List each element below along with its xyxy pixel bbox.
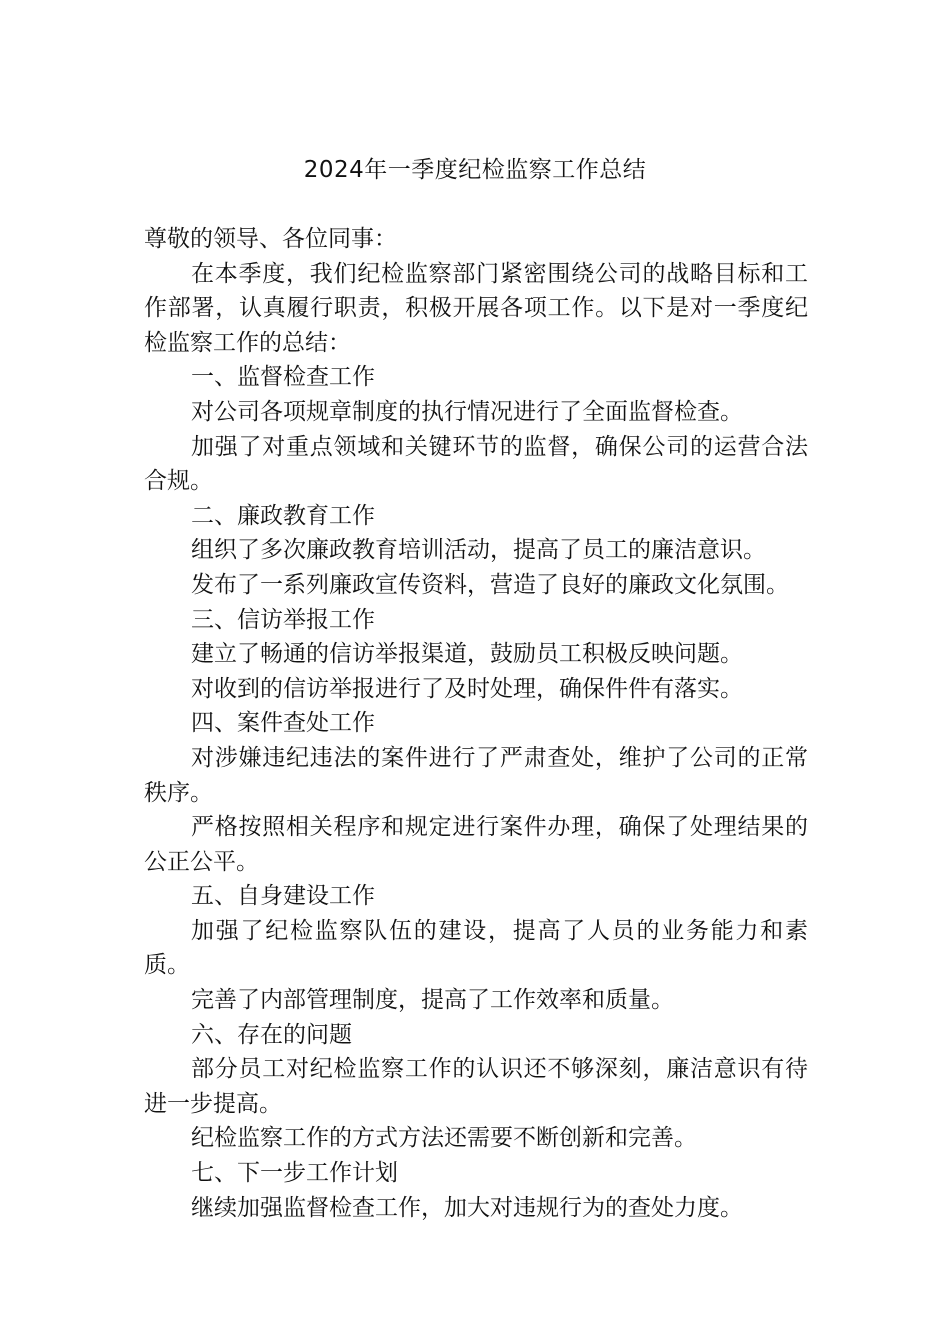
salutation: 尊敬的领导、各位同事： (144, 226, 397, 252)
body-paragraph: 对公司各项规章制度的执行情况进行了全面监督检查。 (191, 398, 743, 425)
section-heading: 一、监督检查工作 (191, 364, 375, 391)
body-paragraph: 发布了一系列廉政宣传资料，营造了良好的廉政文化氛围。 (191, 571, 789, 598)
body-paragraph: 加强了对重点领域和关键环节的监督，确保公司的运营合法合规。 (144, 433, 808, 495)
section-heading: 五、自身建设工作 (191, 883, 375, 910)
section-heading: 三、信访举报工作 (191, 606, 375, 633)
body-paragraph: 建立了畅通的信访举报渠道，鼓励员工积极反映问题。 (191, 641, 743, 668)
document-body (144, 222, 808, 1225)
section-heading: 七、下一步工作计划 (191, 1160, 398, 1187)
section-heading: 六、存在的问题 (191, 1021, 352, 1048)
body-paragraph: 纪检监察工作的方式方法还需要不断创新和完善。 (191, 1125, 697, 1152)
body-paragraph: 组织了多次廉政教育培训活动，提高了员工的廉洁意识。 (191, 537, 766, 564)
body-paragraph: 严格按照相关程序和规定进行案件办理，确保了处理结果的公正公平。 (144, 814, 808, 875)
section-heading: 四、案件查处工作 (191, 710, 375, 737)
intro-paragraph: 在本季度，我们纪检监察部门紧密围绕公司的战略目标和工作部署，认真履行职责，积极开展各项工作。以下是对一季度纪检监察工作的总结： (144, 260, 808, 356)
body-paragraph: 对涉嫌违纪违法的案件进行了严肃查处，维护了公司的正常秩序。 (144, 744, 808, 806)
document-title: 2024年一季度纪检监察工作总结 (303, 157, 647, 183)
body-paragraph: 加强了纪检监察队伍的建设，提高了人员的业务能力和素质。 (144, 917, 808, 979)
section-heading: 二、廉政教育工作 (191, 502, 375, 529)
body-paragraph: 部分员工对纪检监察工作的认识还不够深刻，廉洁意识有待进一步提高。 (144, 1056, 808, 1117)
body-paragraph: 继续加强监督检查工作，加大对违规行为的查处力度。 (191, 1194, 743, 1221)
body-paragraph: 完善了内部管理制度，提高了工作效率和质量。 (191, 987, 674, 1014)
body-paragraph: 对收到的信访举报进行了及时处理，确保件件有落实。 (191, 675, 743, 702)
